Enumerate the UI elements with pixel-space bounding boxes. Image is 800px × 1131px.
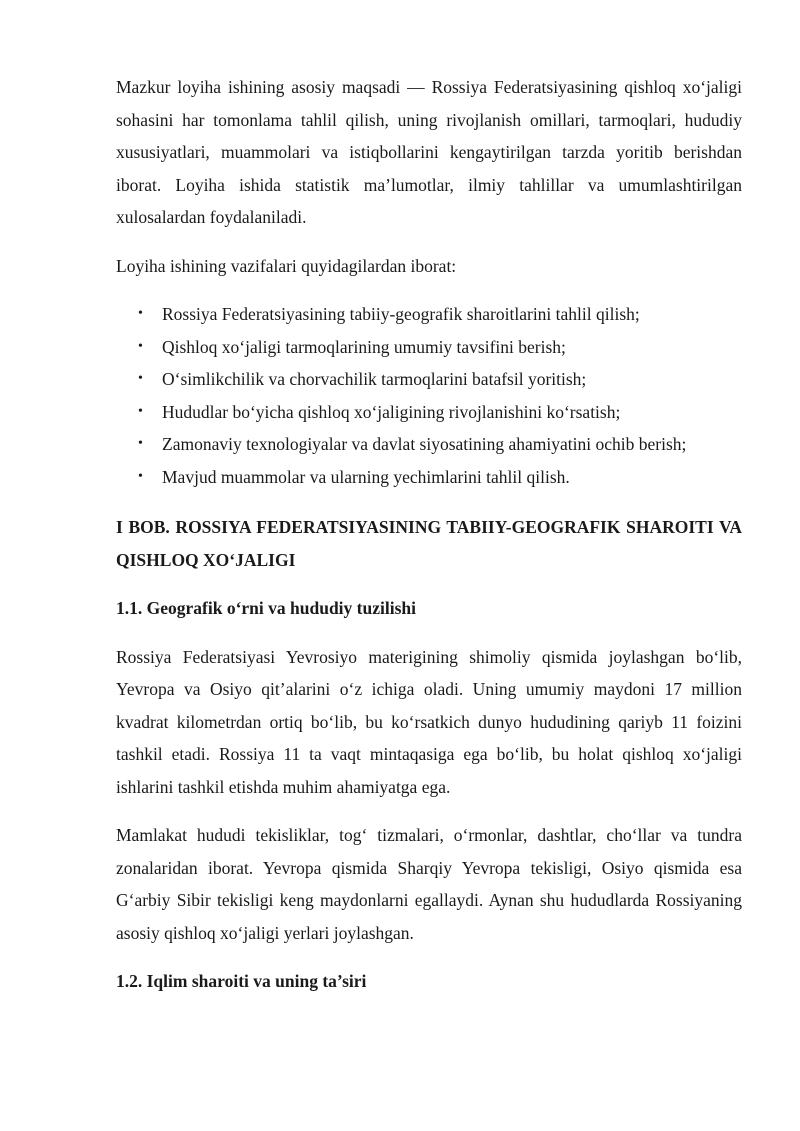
section-2-title: 1.2. Iqlim sharoiti va uning ta’siri	[116, 971, 367, 991]
list-item	[116, 396, 742, 429]
task-text: O‘simlikchilik va chorvachilik tarmoqlarini batafsil yoritish;	[162, 369, 587, 389]
list-item	[116, 363, 742, 396]
task-text: Hududlar bo‘yicha qishloq xo‘jaligining rivojlanishini ko‘rsatish;	[162, 401, 621, 422]
document-page	[116, 71, 742, 998]
tasks-list	[116, 298, 742, 493]
list-item	[116, 331, 742, 364]
task-text: Mavjud muammolar va ularning yechimlarini tahlil qilish.	[162, 466, 570, 487]
section-1-paragraph-1: Rossiya Federatsiyasi Yevrosiyo materigining shimoliy qismida joylashgan bo‘lib, Yevropa va Osiyo qit’alarini o‘z ichiga oladi. Uning umumiy maydoni 17 million kvadrat kilometrdan ortiq bo‘lib, bu ko‘rsatkich dunyo hududining qariyb 11 foizini tashkil etadi. Rossiya 11 ta vaqt mintaqasiga ega bo‘lib, bu holat qishloq xo‘jaligi ishlarini tashkil etishda muhim ahamiyatga ega.	[116, 646, 742, 797]
bullet-icon: •	[138, 403, 143, 419]
task-text: Qishloq xo‘jaligi tarmoqlarining umumiy tavsifini berish;	[162, 336, 566, 357]
chapter-title: I BOB. ROSSIYA FEDERATSIYASINING TABIIY-GEOGRAFIK SHAROITI VA QISHLOQ XO‘JALIGI	[116, 517, 742, 570]
task-text: Rossiya Federatsiyasining tabiiy-geografik sharoitlarini tahlil qilish;	[162, 304, 640, 324]
bullet-icon: •	[138, 436, 143, 451]
bullet-icon: •	[138, 371, 143, 386]
tasks-intro: Loyiha ishining vazifalari quyidagilardan iborat:	[116, 255, 457, 276]
bullet-icon: •	[138, 338, 143, 354]
list-item	[116, 298, 742, 331]
task-text: Zamonaviy texnologiyalar va davlat siyosatining ahamiyatini ochib berish;	[162, 434, 687, 454]
list-item	[116, 461, 742, 494]
bullet-icon: •	[138, 468, 143, 484]
section-1-title: 1.1. Geografik o‘rni va hududiy tuzilishi	[116, 598, 416, 618]
section-1-paragraph-2: Mamlakat hududi tekisliklar, tog‘ tizmalari, o‘rmonlar, dashtlar, cho‘llar va tundra zonalaridan iborat. Yevropa qismida Sharqiy Yevropa tekisligi, Osiyo qismida esa G‘arbiy Sibir tekisligi keng maydonlarni egallaydi. Aynan shu hududlarda Rossiyaning asosiy qishloq xo‘jaligi yerlari joylashgan.	[116, 825, 742, 943]
intro-paragraph: Mazkur loyiha ishining asosiy maqsadi — Rossiya Federatsiyasining qishloq xo‘jaligi sohasini har tomonlama tahlil qilish, uning rivojlanish omillari, tarmoqlari, hududiy xususiyatlari, muammolari va istiqbollarini kengaytirilgan tarzda yoritib berishdan iborat. Loyiha ishida statistik ma’lumotlar, ilmiy tahlillar va umumlashtirilgan xulosalardan foydalaniladi.	[116, 77, 742, 227]
list-item	[116, 428, 742, 461]
bullet-icon: •	[138, 306, 143, 321]
